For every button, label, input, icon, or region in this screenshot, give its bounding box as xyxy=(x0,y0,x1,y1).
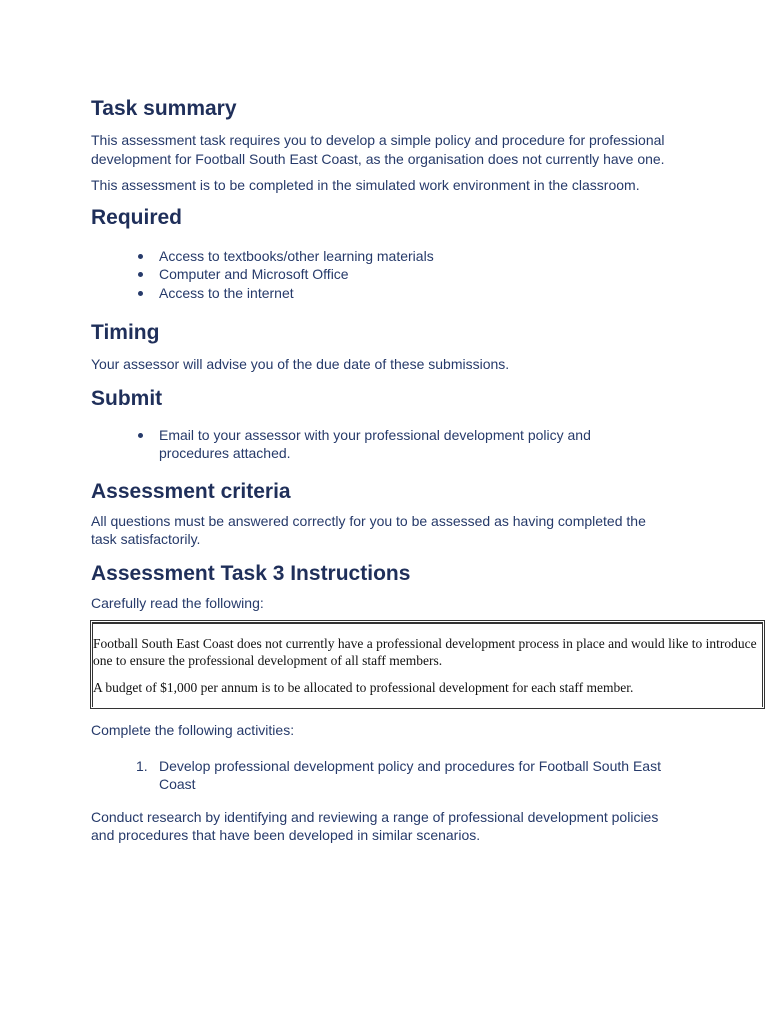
document-page xyxy=(91,96,768,853)
instructions-section xyxy=(91,561,768,845)
task-summary-section xyxy=(91,96,768,195)
instructions-heading: Assessment Task 3 Instructions xyxy=(91,561,411,585)
required-heading: Required xyxy=(91,205,183,229)
activity-text: Develop professional development policy and procedures for Football South East Coast xyxy=(159,757,661,792)
bullet-icon xyxy=(138,291,143,296)
list-item: Computer and Microsoft Office xyxy=(91,265,639,284)
criteria-heading: Assessment criteria xyxy=(91,479,291,503)
bullet-icon xyxy=(138,254,143,259)
bullet-icon xyxy=(138,272,143,277)
task-summary-paragraph: This assessment task requires you to develop a simple policy and procedure for professional development for Football South East Coast, as the organisation does not currently have one. xyxy=(91,132,665,167)
submit-list xyxy=(91,426,768,463)
task-summary-heading: Task summary xyxy=(91,97,237,120)
scenario-paragraph: A budget of $1,000 per annum is to be allocated to professional development for each staff member. xyxy=(93,680,634,695)
bullet-icon xyxy=(138,433,143,438)
instructions-intro: Carefully read the following: xyxy=(91,594,264,611)
scenario-box xyxy=(90,620,765,709)
timing-text: Your assessor will advise you of the due date of these submissions. xyxy=(91,356,510,372)
list-item xyxy=(91,757,679,794)
submit-section xyxy=(91,386,768,463)
activities-list xyxy=(91,757,768,794)
timing-heading: Timing xyxy=(91,321,160,344)
required-section xyxy=(91,205,768,303)
list-number: 1. xyxy=(136,757,148,774)
list-item: Access to the internet xyxy=(91,284,639,303)
list-item: Access to textbooks/other learning materials xyxy=(91,247,639,266)
research-text: Conduct research by identifying and reviewing a range of professional development policies and procedures that have been developed in similar scenarios. xyxy=(91,808,659,843)
activities-intro: Complete the following activities: xyxy=(91,722,295,738)
required-list xyxy=(91,247,768,303)
submit-heading: Submit xyxy=(91,386,163,410)
list-item: Email to your assessor with your professional development policy and procedures attached. xyxy=(91,426,639,463)
criteria-section xyxy=(91,479,768,549)
scenario-paragraph: Football South East Coast does not currently have a professional development process in place and would like to introduce one to ensure the professional development of all staff members. xyxy=(93,636,757,668)
task-summary-paragraph: This assessment is to be completed in the simulated work environment in the classroom. xyxy=(91,177,640,193)
criteria-text: All questions must be answered correctly for you to be assessed as having completed the task satisfactorily. xyxy=(91,512,646,547)
timing-section xyxy=(91,320,768,374)
